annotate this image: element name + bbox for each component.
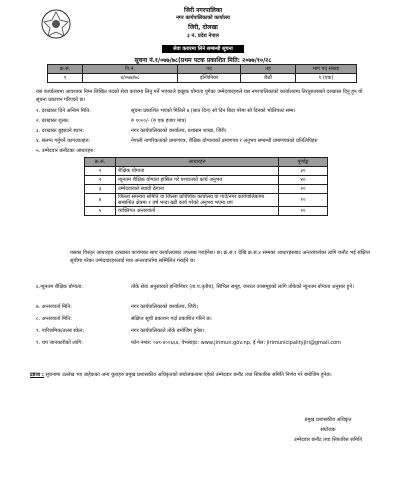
item-criteria — [36, 147, 381, 155]
intro-paragraph: यस कार्यालयमा आवश्यक निम्न लिखित पदको सेवा करारमा लिनु पर्ने भएकाले इच्छुक योग्यता पुगेका उम्मेदवारहरुले यस नगरपालिकाको कार्यालयमा तिरतुरुतसको दरखास्त दिनु हुन यो सूचना प्रकाशन गरिएको छ। — [36, 89, 363, 103]
position-table-header — [48, 65, 357, 74]
criteria-note: यसका विस्तृत आधारहरु दरखास्त फारामका साथ कार्यालयबाट उपलब्ध गराईनेछ। छ। क्र.सं.१ देखि क्र.सं.४ सम्मका आधारहरुबाट अन्तरवार्ताका लागि छनौट भई संक्षिप्त सूचीमा परेका उम्मेदवारहरुलाई मात्र अन्तरवार्तामा सम्मिलित गराईने छ। — [70, 250, 370, 264]
item-value: रु १०००/- (रु एक हजार मात्र) — [131, 118, 187, 124]
col-basis: आधारहरु — [116, 158, 279, 167]
col-sn: क्र.सं. — [85, 158, 116, 167]
item-fee — [36, 117, 381, 125]
col-sn: क्र.सं. — [48, 65, 83, 74]
cell: ३० — [279, 167, 328, 176]
table-row — [85, 194, 328, 207]
cell: २० — [279, 207, 328, 216]
cell: १ — [48, 74, 83, 83]
note-block — [30, 371, 375, 379]
item-submission-place — [36, 127, 381, 135]
item-value: सूचना प्रकाशित भएको मितिले ७ (सात दिन) सो दिन बिदा परेमा सो दिनको भोलिपल्ट सम्म। — [131, 108, 296, 114]
cell: ४/०७७/७८ — [83, 74, 178, 83]
item-label: २. दरखास्त शुल्क: — [36, 118, 70, 124]
item-value: नगर कार्यपालिकाले तोके बमोजिम हुनेछ। — [131, 328, 205, 334]
criteria-table — [84, 157, 328, 216]
item-deadline — [36, 107, 381, 115]
cell: ५ — [85, 207, 116, 216]
office-name: नगर कार्यपालिकाको कार्यालय — [176, 15, 230, 21]
table-row — [85, 176, 328, 185]
cell: इन्जिनियर — [178, 74, 241, 83]
item-value: नगर कार्यपालिकाको कार्यालय, जिरी। — [131, 304, 198, 310]
item-min-qualification — [36, 283, 381, 291]
table-row — [85, 207, 328, 216]
item-label: ९. थप जानकारीको लागि: — [36, 340, 83, 346]
position-table — [47, 64, 357, 83]
col-adv-no: वि.नं. — [83, 65, 178, 74]
item-label: १. दरखास्त दिने अन्तिम मिति: — [36, 108, 91, 114]
item-contact — [36, 339, 381, 347]
item-label: ५. उम्मेदवार छनौटका आधारहरु: — [36, 148, 96, 154]
signature-title: प्रमुख प्रशासकीय अधिकृत — [304, 417, 352, 423]
note-label: द्रष्टव्य : — [30, 372, 44, 378]
item-label: ९. पारिश्रमिक/तलब स्केल: — [36, 328, 85, 334]
item-interview-place — [36, 303, 381, 311]
item-value: नगर कार्यपालिकाको कार्यालय, प्रशासन शाखा, जिरी। — [131, 128, 227, 134]
col-level: तह — [241, 65, 296, 74]
item-label: ७. अन्तरवार्ता मिति: — [36, 304, 72, 310]
cell: १ (एक) — [296, 74, 357, 83]
item-label: ८. अन्तरवार्ता मिति: — [36, 316, 72, 322]
item-label: ६.न्युनतम शैक्षिक योग्यता: — [36, 284, 83, 290]
criteria-table-header — [85, 158, 328, 167]
item-value: संक्षिप्त सूची प्रकाशन गर्दा प्रकाशित गरिने छ। — [131, 316, 212, 322]
note-text: सूचनामा उल्लेख भए बाहेकका अन्य कुराहरु प्रमुख प्रशासकीय अधिकृतको संयोजकत्वमा रहेको उम्मेदवार छनौट तथा सिफारिस समिति निर्णय गरे बमोजिम हुनेछ। — [45, 372, 332, 378]
item-documents — [36, 137, 381, 145]
table-row — [85, 185, 328, 194]
cell: न्यूनतम शैक्षिक योग्यता हासिल गरे पश्चातको कार्य अनुभव — [116, 176, 279, 185]
office-location: जिरी, दोलखा — [188, 24, 218, 31]
org-name: जिरी नगरपालिका — [183, 7, 222, 14]
cell: व्यक्तिगत अन्तरवार्ता — [116, 207, 279, 216]
cell: ४ — [85, 194, 116, 207]
item-value: नेपाली नागरिकताको प्रमाणपत्र, शैक्षिक योग्यताको प्रमाणपत्र र अनुभव सम्बन्धी प्रमाणपत्रको प्रतिलिपिहरु — [131, 138, 318, 144]
item-interview-date — [36, 315, 381, 323]
cell: ४० — [279, 176, 328, 185]
item-label: ३. दरखास्त बुझाउने स्थान: — [36, 128, 85, 134]
item-value: तोके सेवा अनुसारको इन्जिनियर (ता.प.तृतीय), सिभिल समूह, जनरल उपसमूहको लागि तोकेको न्युनतम योग्यता अनुसार हुने। — [131, 284, 354, 290]
table-row — [85, 167, 328, 176]
col-post: पद — [178, 65, 241, 74]
cell: २० — [279, 185, 328, 194]
cell: २ — [85, 176, 116, 185]
item-label: ४. संलग्न गर्नुपर्ने कागजातहरु: — [36, 138, 91, 144]
cell: छैठौं — [241, 74, 296, 83]
cell: १ — [85, 167, 116, 176]
item-value: फोन नम्बर: ०४९-४००६६४, वेभसाइट: www.jirimun.gov.np, ई मेल: jirimunicipalityjiri@gmail.com — [131, 340, 341, 346]
cell: जिल्ला समन्वय समिति वा जिल्ला प्राविधिक कार्यालय वा गाउँ/नगर कार्यपालिकामा सम्बन्धित क्षेत्रमा १ वर्ष भन्दा बढी कार्य गरेको अनुभव भएमा थप — [116, 194, 279, 207]
province-name: ३ नं. प्रदेश नेपाल — [187, 33, 219, 39]
cell: शैक्षिक योग्यता — [116, 167, 279, 176]
cell: उम्मेदवारको स्थायी ठेगाना — [116, 185, 279, 194]
notice-number-line: सूचना नं.१/०७७/७८(प्रथम पटक प्रकाशित मिति: २०७७/१०/२८ — [134, 57, 272, 64]
col-marks: पूर्णाङ्क — [279, 158, 328, 167]
table-row — [48, 74, 357, 83]
signature-role: संयोजक — [320, 427, 336, 433]
cell: १० — [279, 194, 328, 207]
cell: ३ — [85, 185, 116, 194]
item-salary — [36, 327, 381, 335]
signature-committee: उम्मेदवार छनौट तथा सिफारिस समिति — [293, 437, 363, 443]
notice-banner: सेवा करारमा लिने सम्बन्धी सूचना — [162, 45, 244, 53]
col-count: माग पद संख्या — [296, 65, 357, 74]
